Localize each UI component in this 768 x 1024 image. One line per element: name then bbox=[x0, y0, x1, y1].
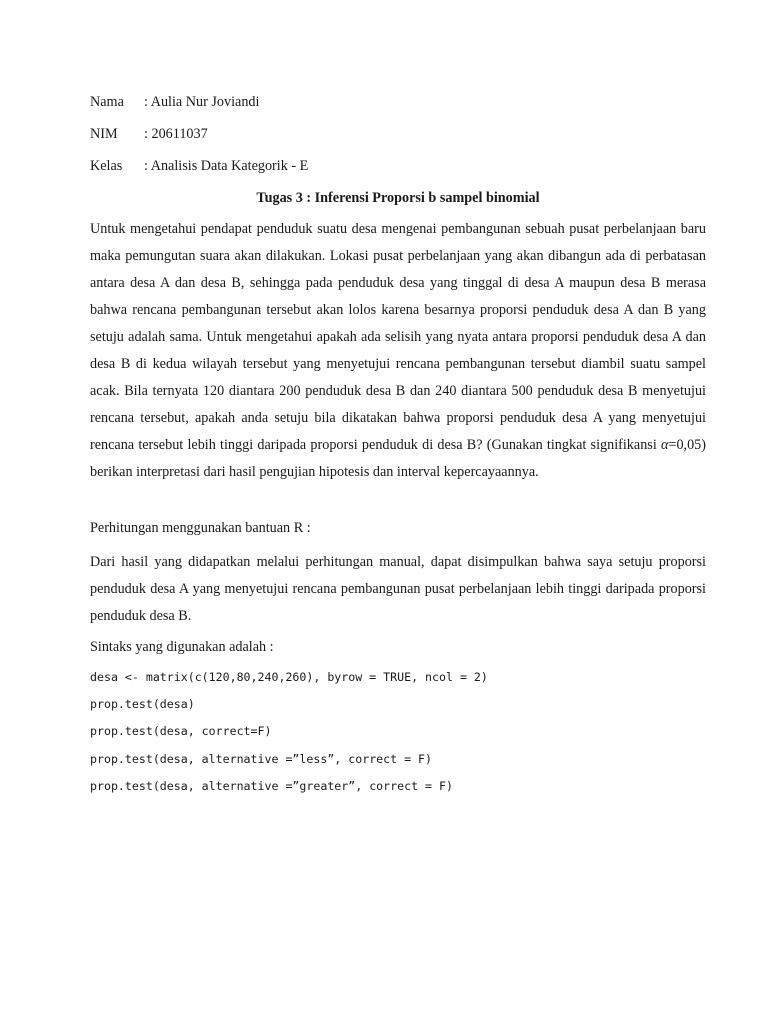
nim-label: NIM bbox=[90, 126, 118, 142]
problem-text: Untuk mengetahui pendapat penduduk suatu desa mengenai pembangunan sebuah pusat perbelanjaan baru maka pemungutan suara akan dilakukan. Lokasi pusat perbelanjaan yang akan dibangun ada di perbatasan antara desa A dan desa B, sehingga pada penduduk desa yang tinggal di desa A maupun desa B merasa bahwa rencana pembangunan tersebut akan lolos karena besarnya proporsi penduduk desa A dan B yang setuju adalah sama. Untuk mengetahui apakah ada selisih yang nyata antara proporsi penduduk desa A dan desa B di kedua wilayah tersebut yang menyetujui rencana pembangunan tersebut diambil suatu sampel acak. Bila ternyata 120 diantara 200 penduduk desa B dan 240 diantara 500 penduduk desa B menyetujui rencana tersebut, apakah anda setuju bila dikatakan bahwa proporsi penduduk desa A yang menyetujui rencana tersebut lebih tinggi daripada proporsi penduduk di desa B? (Gunakan tingkat signifikansi bbox=[90, 221, 706, 453]
assignment-title: Tugas 3 : Inferensi Proporsi b sampel binomial bbox=[256, 190, 540, 206]
nim-row bbox=[90, 124, 208, 144]
code-line: prop.test(desa, alternative =”less”, correct = F) bbox=[90, 752, 433, 766]
calc-intro: Perhitungan menggunakan bantuan R : bbox=[90, 520, 311, 536]
nama-label: Nama bbox=[90, 94, 124, 110]
syntax-intro: Sintaks yang digunakan adalah : bbox=[90, 639, 274, 655]
nim-value: : 20611037 bbox=[144, 126, 208, 142]
kelas-row bbox=[90, 156, 309, 176]
alpha-symbol: α bbox=[660, 437, 669, 453]
code-line: prop.test(desa) bbox=[90, 697, 195, 711]
conclusion-paragraph: Dari hasil yang didapatkan melalui perhitungan manual, dapat disimpulkan bahwa saya setuju proporsi penduduk desa A yang menyetujui rencana pembangunan pusat perbelanjaan lebih tinggi daripada proporsi penduduk desa B. bbox=[90, 554, 706, 624]
code-line: prop.test(desa, alternative =”greater”, correct = F) bbox=[90, 779, 453, 793]
problem-paragraph bbox=[90, 216, 706, 486]
code-line: prop.test(desa, correct=F) bbox=[90, 724, 272, 738]
kelas-label: Kelas bbox=[90, 158, 123, 174]
nama-value: : Aulia Nur Joviandi bbox=[144, 94, 260, 110]
code-line: desa <- matrix(c(120,80,240,260), byrow = TRUE, ncol = 2) bbox=[90, 670, 488, 684]
kelas-value: : Analisis Data Kategorik - E bbox=[144, 158, 309, 174]
problem-text-end: =0,05) berikan interpretasi dari hasil pengujian hipotesis dan interval kepercayaannya. bbox=[90, 437, 706, 480]
nama-row bbox=[90, 92, 260, 112]
